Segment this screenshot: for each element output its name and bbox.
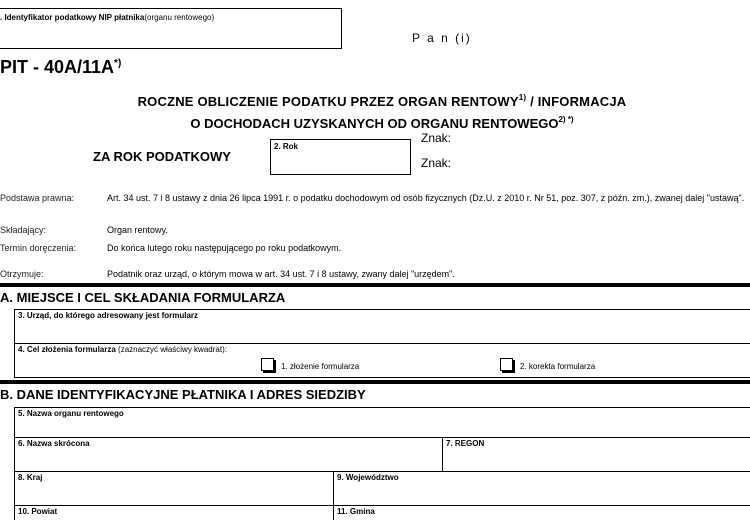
nip-field[interactable]	[0, 8, 342, 49]
form-title-line-1-tail: / INFORMACJA	[526, 94, 627, 109]
section-a-title: A. MIEJSCE I CEL SKŁADANIA FORMULARZA	[0, 290, 286, 305]
regon-label: 7. REGON	[446, 439, 485, 448]
nip-field-label-rest: (organu rentowego)	[144, 13, 215, 22]
form-code-footnote: *)	[114, 58, 122, 69]
info-label: Podstawa prawna:	[0, 193, 75, 203]
section-a-grid	[14, 309, 750, 378]
form-code	[0, 57, 121, 78]
info-row-legal-basis	[0, 192, 750, 218]
sign-label-2: Znak:	[421, 156, 452, 170]
form-title-footnote-2: 2) *)	[558, 115, 574, 124]
info-label: Składający:	[0, 225, 47, 235]
section-b-bar	[0, 380, 750, 384]
county-field[interactable]	[15, 506, 334, 520]
info-value: Podatnik oraz urząd, o którym mowa w art. 34 ust. 7 i 8 ustawy, zwany dalej "urzędem".	[107, 269, 455, 279]
office-field[interactable]	[15, 310, 750, 344]
correction-label: 2. korekta formularza	[520, 362, 596, 371]
year-field-label: 2. Rok	[274, 142, 299, 151]
correction-checkbox[interactable]	[500, 358, 513, 371]
country-field[interactable]	[15, 472, 334, 506]
info-row-deadline	[0, 242, 750, 254]
purpose-field	[15, 344, 750, 378]
form-title-line-2	[0, 115, 750, 131]
info-row-recipient	[0, 268, 750, 280]
form-code-text: PIT - 40A/11A	[0, 57, 115, 77]
submit-form-checkbox[interactable]	[261, 358, 274, 371]
purpose-field-label: 4. Cel złożenia formularza	[18, 345, 116, 354]
voivodeship-field[interactable]	[334, 472, 750, 506]
short-name-field[interactable]	[15, 438, 443, 472]
year-label: ZA ROK PODATKOWY	[93, 149, 231, 164]
form-title-line-1-text: ROCZNE OBLICZENIE PODATKU PRZEZ ORGAN RENTOWY	[137, 94, 519, 109]
info-row-submitter	[0, 224, 750, 236]
country-label: 8. Kraj	[18, 473, 43, 482]
info-value: Do końca lutego roku następującego po roku podatkowym.	[107, 243, 342, 253]
section-b-title: B. DANE IDENTYFIKACYJNE PŁATNIKA I ADRES SIEDZIBY	[0, 387, 366, 402]
org-name-label: 5. Nazwa organu rentowego	[18, 409, 124, 418]
form-title-line-1	[0, 93, 750, 109]
form-title-footnote-1: 1)	[518, 93, 527, 102]
info-value: Art. 34 ust. 7 i 8 ustawy z dnia 26 lipca 1991 r. o podatku dochodowym od osób fizycznych (Dz.U. z 2010 r. Nr 51, poz. 307, z późn. zm.), zwanej dalej "ustawą".	[107, 193, 745, 203]
org-name-field[interactable]	[15, 408, 750, 438]
commune-label: 11. Gmina	[337, 507, 375, 516]
submit-form-label: 1. złożenie formularza	[281, 362, 360, 371]
office-field-label: 3. Urząd, do którego adresowany jest formularz	[18, 311, 199, 320]
purpose-field-hint: (zaznaczyć właściwy kwadrat):	[115, 345, 227, 354]
county-label: 10. Powiat	[18, 507, 58, 516]
salutation: P a n (i)	[412, 31, 472, 45]
short-name-label: 6. Nazwa skrócona	[18, 439, 90, 448]
voivodeship-label: 9. Województwo	[337, 473, 399, 482]
nip-field-label: . Identyfikator podatkowy NIP płatnika	[0, 13, 145, 22]
section-b-grid	[14, 407, 750, 520]
info-label: Termin doręczenia:	[0, 243, 77, 253]
section-a-bar	[0, 283, 750, 287]
regon-field[interactable]	[443, 438, 750, 472]
commune-field[interactable]	[334, 506, 750, 520]
info-value: Organ rentowy.	[107, 225, 168, 235]
form-title-line-2-text: O DOCHODACH UZYSKANYCH OD ORGANU RENTOWEGO	[190, 116, 559, 131]
sign-label-1: Znak:	[421, 131, 452, 145]
info-label: Otrzymuje:	[0, 269, 44, 279]
year-field[interactable]	[270, 139, 411, 175]
